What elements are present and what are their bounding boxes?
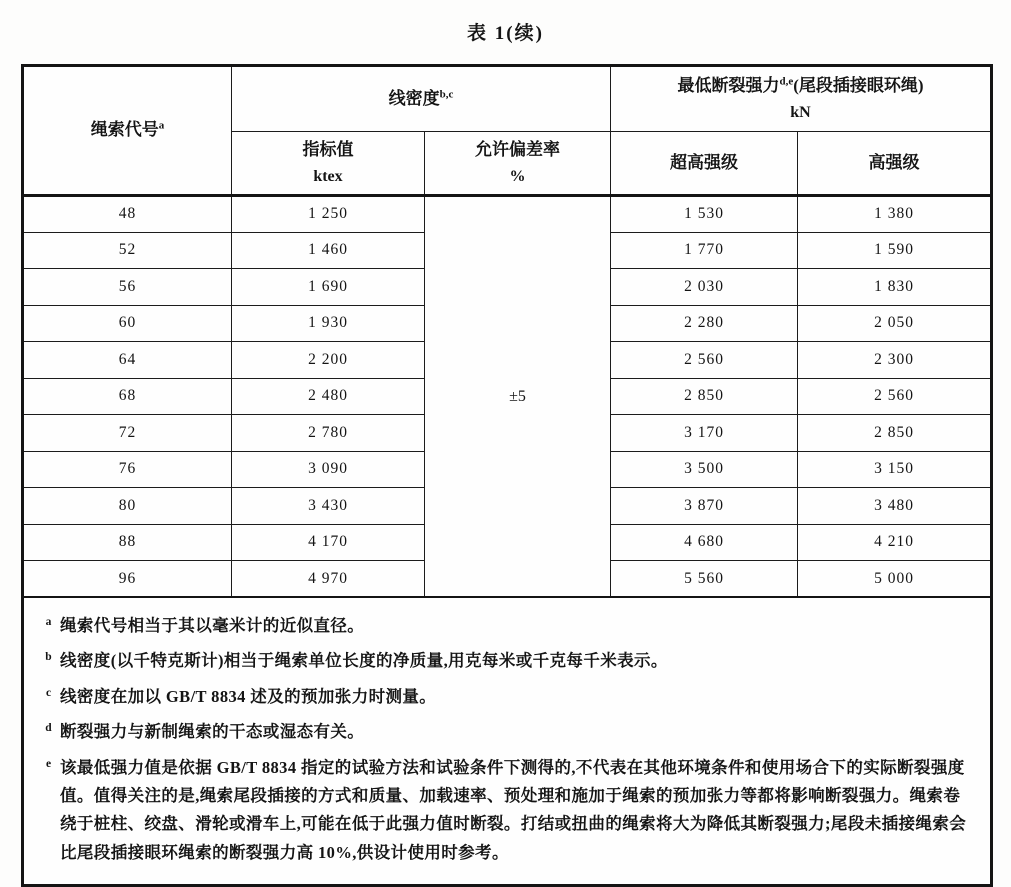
- cell-code: 80: [23, 488, 232, 525]
- subheader-high-grade: 高强级: [798, 132, 992, 196]
- header-linear-density: [232, 66, 611, 132]
- cell-code: 64: [23, 342, 232, 379]
- footnote-marker: c: [45, 686, 53, 699]
- footnote-item: [38, 718, 972, 746]
- cell-code: 88: [23, 524, 232, 561]
- cell-code: 60: [23, 305, 232, 342]
- cell-ultra: 2 560: [611, 342, 798, 379]
- cell-high: 4 210: [798, 524, 992, 561]
- cell-high: 2 560: [798, 378, 992, 415]
- cell-code: 56: [23, 269, 232, 306]
- footnote-item: [38, 754, 972, 868]
- cell-ktex: 2 480: [232, 378, 425, 415]
- cell-high: 5 000: [798, 561, 992, 598]
- cell-ultra: 2 850: [611, 378, 798, 415]
- cell-ultra: 3 170: [611, 415, 798, 452]
- header-rope-code: [23, 66, 232, 196]
- subheader-tolerance: [425, 132, 611, 196]
- cell-ultra: 3 870: [611, 488, 798, 525]
- header-linear-density-label: 线密度: [388, 88, 440, 108]
- footnote-text: 断裂强力与新制绳索的干态或湿态有关。: [60, 722, 365, 742]
- cell-ktex: 2 780: [232, 415, 425, 452]
- subheader-index-value: [232, 132, 425, 196]
- footnote-text: 绳索代号相当于其以毫米计的近似直径。: [60, 616, 365, 635]
- cell-ultra: 2 030: [611, 269, 798, 306]
- subheader-index-value-label: 指标值: [302, 140, 354, 160]
- cell-high: 1 830: [798, 269, 992, 306]
- cell-ultra: 4 680: [611, 524, 798, 561]
- subheader-index-value-unit: ktex: [313, 167, 343, 185]
- header-breaking-strength-suffix: (尾段插接眼环绳): [793, 76, 924, 96]
- cell-code: 96: [23, 561, 232, 598]
- subheader-ultra-high-grade: 超高强级: [611, 132, 798, 196]
- cell-ktex: 4 970: [232, 561, 425, 598]
- footnote-text: 线密度(以千特克斯计)相当于绳索单位长度的净质量,用克每米或千克每千米表示。: [60, 651, 668, 671]
- footnote-marker: e: [45, 757, 53, 770]
- footnote-ref-bc: b,c: [439, 88, 454, 101]
- cell-ktex: 2 200: [232, 342, 425, 379]
- footnote-section: [23, 597, 992, 886]
- header-breaking-strength-unit: kN: [790, 103, 811, 121]
- cell-code: 68: [23, 378, 232, 415]
- cell-code: 48: [23, 196, 232, 233]
- cell-ktex: 1 460: [232, 232, 425, 269]
- page-title: 表 1(续): [467, 23, 544, 44]
- footnote-item: [38, 647, 972, 675]
- header-breaking-strength: [611, 66, 992, 132]
- cell-high: 1 590: [798, 232, 992, 269]
- cell-ultra: 1 530: [611, 196, 798, 233]
- footnote-item: [38, 612, 972, 640]
- table-row: [23, 196, 992, 233]
- cell-tolerance: ±5: [425, 196, 611, 598]
- cell-code: 52: [23, 232, 232, 269]
- rope-spec-table: [21, 64, 993, 887]
- cell-high: 2 300: [798, 342, 992, 379]
- subheader-tolerance-unit: %: [509, 167, 526, 185]
- footnote-text: 线密度在加以 GB/T 8834 述及的预加张力时测量。: [60, 686, 437, 706]
- footnote-marker: d: [45, 722, 53, 735]
- cell-ktex: 4 170: [232, 524, 425, 561]
- cell-code: 76: [23, 451, 232, 488]
- cell-ktex: 3 090: [232, 451, 425, 488]
- cell-high: 1 380: [798, 196, 992, 233]
- cell-high: 2 850: [798, 415, 992, 452]
- cell-ultra: 3 500: [611, 451, 798, 488]
- footnote-ref-a: a: [158, 119, 165, 132]
- footnote-marker: a: [45, 616, 53, 628]
- cell-high: 2 050: [798, 305, 992, 342]
- cell-ultra: 1 770: [611, 232, 798, 269]
- cell-ultra: 2 280: [611, 305, 798, 342]
- cell-high: 3 150: [798, 451, 992, 488]
- header-breaking-strength-label: 最低断裂强力: [677, 76, 780, 96]
- footnote-item: [38, 683, 972, 711]
- header-breaking-strength-line: [611, 74, 990, 99]
- subheader-tolerance-label: 允许偏差率: [475, 140, 560, 160]
- footnote-text: 该最低强力值是依据 GB/T 8834 指定的试验方法和试验条件下测得的,不代表在其他环境条件和使用场合下的实际断裂强度值。值得关注的是,绳索尾段插接的方式和质量、加载速率、预处理和施加于绳索的预加张力等都将影响断裂强力。绳索卷绕于桩柱、绞盘、滑轮或滑车上,可能在低于此强力值时断裂。打结或扭曲的绳索将大为降低其断裂强力;尾段未插接绳索会比尾段插接眼环绳索的断裂强力高 10%,供设计使用时参考。: [60, 757, 967, 862]
- cell-ktex: 1 250: [232, 196, 425, 233]
- cell-ktex: 1 930: [232, 305, 425, 342]
- header-rope-code-label: 绳索代号: [90, 120, 159, 140]
- footnote-marker: b: [45, 651, 53, 664]
- cell-ktex: 3 430: [232, 488, 425, 525]
- cell-high: 3 480: [798, 488, 992, 525]
- footnote-ref-de: d,e: [779, 75, 794, 88]
- cell-ktex: 1 690: [232, 269, 425, 306]
- cell-code: 72: [23, 415, 232, 452]
- cell-ultra: 5 560: [611, 561, 798, 598]
